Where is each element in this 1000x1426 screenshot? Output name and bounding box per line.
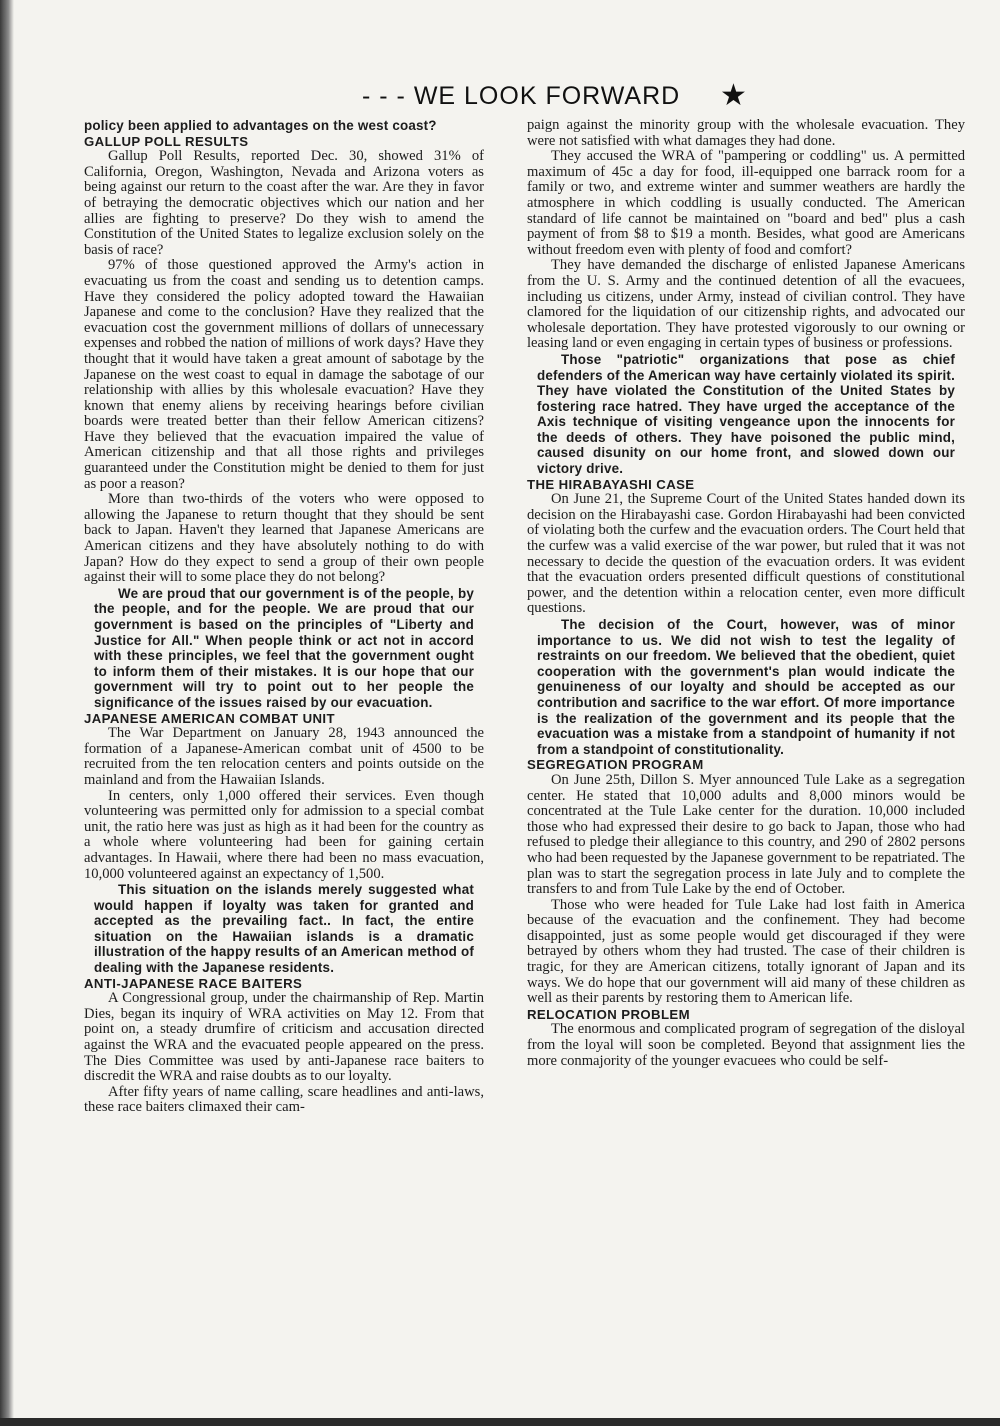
page-edge-shadow (0, 0, 14, 1426)
left-column (84, 118, 484, 1116)
heading-race-baiters: ANTI-JAPANESE RACE BAITERS (84, 975, 303, 991)
paragraph: They have demanded the discharge of enlisted Japanese Americans from the U. S. Army and the continued detention of all the evacuees, including us citizens, under Army, instead of civilian control. They have clamored for the liquidation of our citizenship rights, and advocated our wholesale deportation. They have protested vigorously to our owning or leasing land or even engaging in certain types of business or professions. (527, 257, 965, 352)
heading-hirabayashi-case: THE HIRABAYASHI CASE (527, 476, 695, 492)
paragraph: 97% of those questioned approved the Army's action in evacuating us from the coast and sending us to detention camps. Have they considered the policy adopted toward the Hawaiian Japanese and come to the conclusion? Have they realized that the evacuation cost the government millions of dollars of unnecessary expenses and robbed the nation of millions of work days? Have they thought that it would have taken a great amount of sabotage by the Japanese on the west coast to equal in damage the sabotage of our relationship with allies by this wholesale evacuation? Have they known that enemy aliens by receiving hearings before civilian boards were treated better than their fellow American citizens? Have they believed that the evacuation impaired the value of American citizenship and that all those rights and privileges guaranteed under the Constitution might be denied to them for just as poor a reason? (84, 257, 485, 492)
heading-combat-unit: JAPANESE AMERICAN COMBAT UNIT (84, 710, 335, 726)
paragraph: paign against the minority group with the wholesale evacuation. They were not satisfied with what damages they had done. (527, 117, 965, 149)
paragraph: On June 25th, Dillon S. Myer announced Tule Lake as a segregation center. He stated that 10,000 adults and 8,000 minors would be concentrated at the Tule Lake center for the duration. 10,000 included those who had expressed their desire to go back to Japan, those who had refused to pledge their allegiance to this country, and 290 of 2802 persons who had been requested by the Japanese government to be repatriated. The plan was to start the segregation process in late July and to complete the transfers to and from Tule Lake by the end of October. (527, 771, 965, 898)
paragraph: Gallup Poll Results, reported Dec. 30, showed 31% of California, Oregon, Washington, Nevada and Arizona voters as being against our return to the coast after the war. Are they in favor of betraying the democratic objectives which our nation and her allies are fighting to preserve? Do they wish to amend the Constitution of the United States to legalize exclusion solely on the basis of race? (84, 148, 484, 258)
bold-statement: Those "patriotic" organizations that pose as chief defenders of the American way have certainly violated its spirit. They have violated the Constitution of the United States by fostering race hatred. They have urged the acceptance of the Axis technique of visiting vengeance upon the innocents for the deeds of others. They have poisoned the public mind, caused disunity on our home front, and slowed down our victory drive. (537, 351, 955, 477)
right-column (527, 118, 965, 1069)
bold-statement: This situation on the islands merely suggested what would happen if loyalty was taken for granted and accepted as the prevailing fact.. In fact, the entire situation on the Hawaiian islands is a dramatic illustration of the happy results of an American method of dealing with the Japanese residents. (94, 882, 474, 976)
header-title: - - - WE LOOK FORWARD (362, 82, 681, 110)
page-header (362, 79, 762, 116)
paragraph: More than two-thirds of the voters who were opposed to allowing the Japanese to return thought that they should be sent back to Japan. Haven't they learned that Japanese Americans are American citizens and they have absolutely nothing to do with Japan? How do they expect to send a group of their own people against their will to some place they do not belong? (84, 491, 484, 586)
paragraph: On June 21, the Supreme Court of the United States handed down its decision on the Hirabayashi case. Gordon Hirabayashi had been convicted of violating both the curfew and the evacuation orders. The Court held that the curfew was a valid exercise of the war power, but ruled that it was not necessary to decide the question of the evacuation orders. It was evident that the evacuation orders presented difficult questions of constitutional power, and the detention within a relocation center, even more difficult questions. (527, 491, 965, 617)
paragraph: They accused the WRA of "pampering or coddling" us. A permitted maximum of 45c a day for food, ill-equipped one barrack room for a family or two, and extreme winter and summer weathers are hardly the atmosphere in which coddling is usually conducted. The American standard of life cannot be maintained on "board and bed" plus a cash payment of from $8 to $19 a month. Besides, what good are Americans without freedom even with plenty of food and comfort? (527, 148, 965, 258)
question-continuation: policy been applied to advantages on the west coast? (84, 118, 437, 133)
paragraph: After fifty years of name calling, scare headlines and anti-laws, these race baiters climaxed their cam- (84, 1083, 484, 1116)
paragraph: In centers, only 1,000 offered their services. Even though volunteering was permitted only for admission to a special combat unit, the ratio here was just as high as it had been for the country as a whole where volunteering had been for gaining certain advantages. In Hawaii, where there had been no mass evacuation, 10,000 volunteered against an expectancy of 1,500. (84, 787, 484, 882)
page-bottom-edge (0, 1418, 1000, 1426)
paragraph: The War Department on January 28, 1943 announced the formation of a Japanese-American combat unit of 4500 to be recruited from the ten relocation centers and points outside on the mainland and from the Hawaiian Islands. (84, 725, 484, 788)
heading-segregation-program: SEGREGATION PROGRAM (527, 757, 704, 773)
paragraph: The enormous and complicated program of segregation of the disloyal from the loyal will soon be completed. Beyond that assignment lies the more conmajority of the younger evacuees who could be self- (527, 1021, 965, 1069)
paragraph: A Congressional group, under the chairmanship of Rep. Martin Dies, began its inquiry of WRA activities on May 12. From that point on, a steady drumfire of criticism and accusation directed against the WRA and the evacuated people appeared on the press. The Dies Committee was used by anti-Japanese race baiters to discredit the WRA and raise doubts as to our loyalty. (84, 990, 484, 1085)
bold-statement: We are proud that our government is of the people, by the people, and for the people. We are proud that our government is based on the principles of "Liberty and Justice for All." When people think or act not in accord with these principles, we feel that the government ought to inform them of their mistakes. It is our hope that our government will try to point out to her people the significance of the issues raised by our evacuation. (94, 585, 474, 710)
bold-statement: The decision of the Court, however, was of minor importance to us. We did not wish to test the legality of restraints on our freedom. We believed that the obedient, quiet cooperation with the government's plan would indicate the genuineness of our loyalty and should be accepted as our contribution and sacrifice to the war effort. Of more importance is the realization of the government and its people that the evacuation was a mistake from a standpoint of humanity if not from a standpoint of constitutionality. (537, 617, 955, 757)
paragraph: Those who were headed for Tule Lake had lost faith in America because of the evacuation and the confinement. They had become disappointed, just as some people would get discouraged if they were betrayed by others whom they had trusted. The case of their children is tragic, for they are American citizens, totally ignorant of Japan and its ways. We do hope that our government will aid many of these children as well as their parents by restoring them to American life. (527, 896, 965, 1007)
heading-relocation-problem: RELOCATION PROBLEM (527, 1006, 691, 1022)
star-icon: ★ (720, 79, 748, 112)
heading-gallup-poll: GALLUP POLL RESULTS (84, 133, 249, 149)
